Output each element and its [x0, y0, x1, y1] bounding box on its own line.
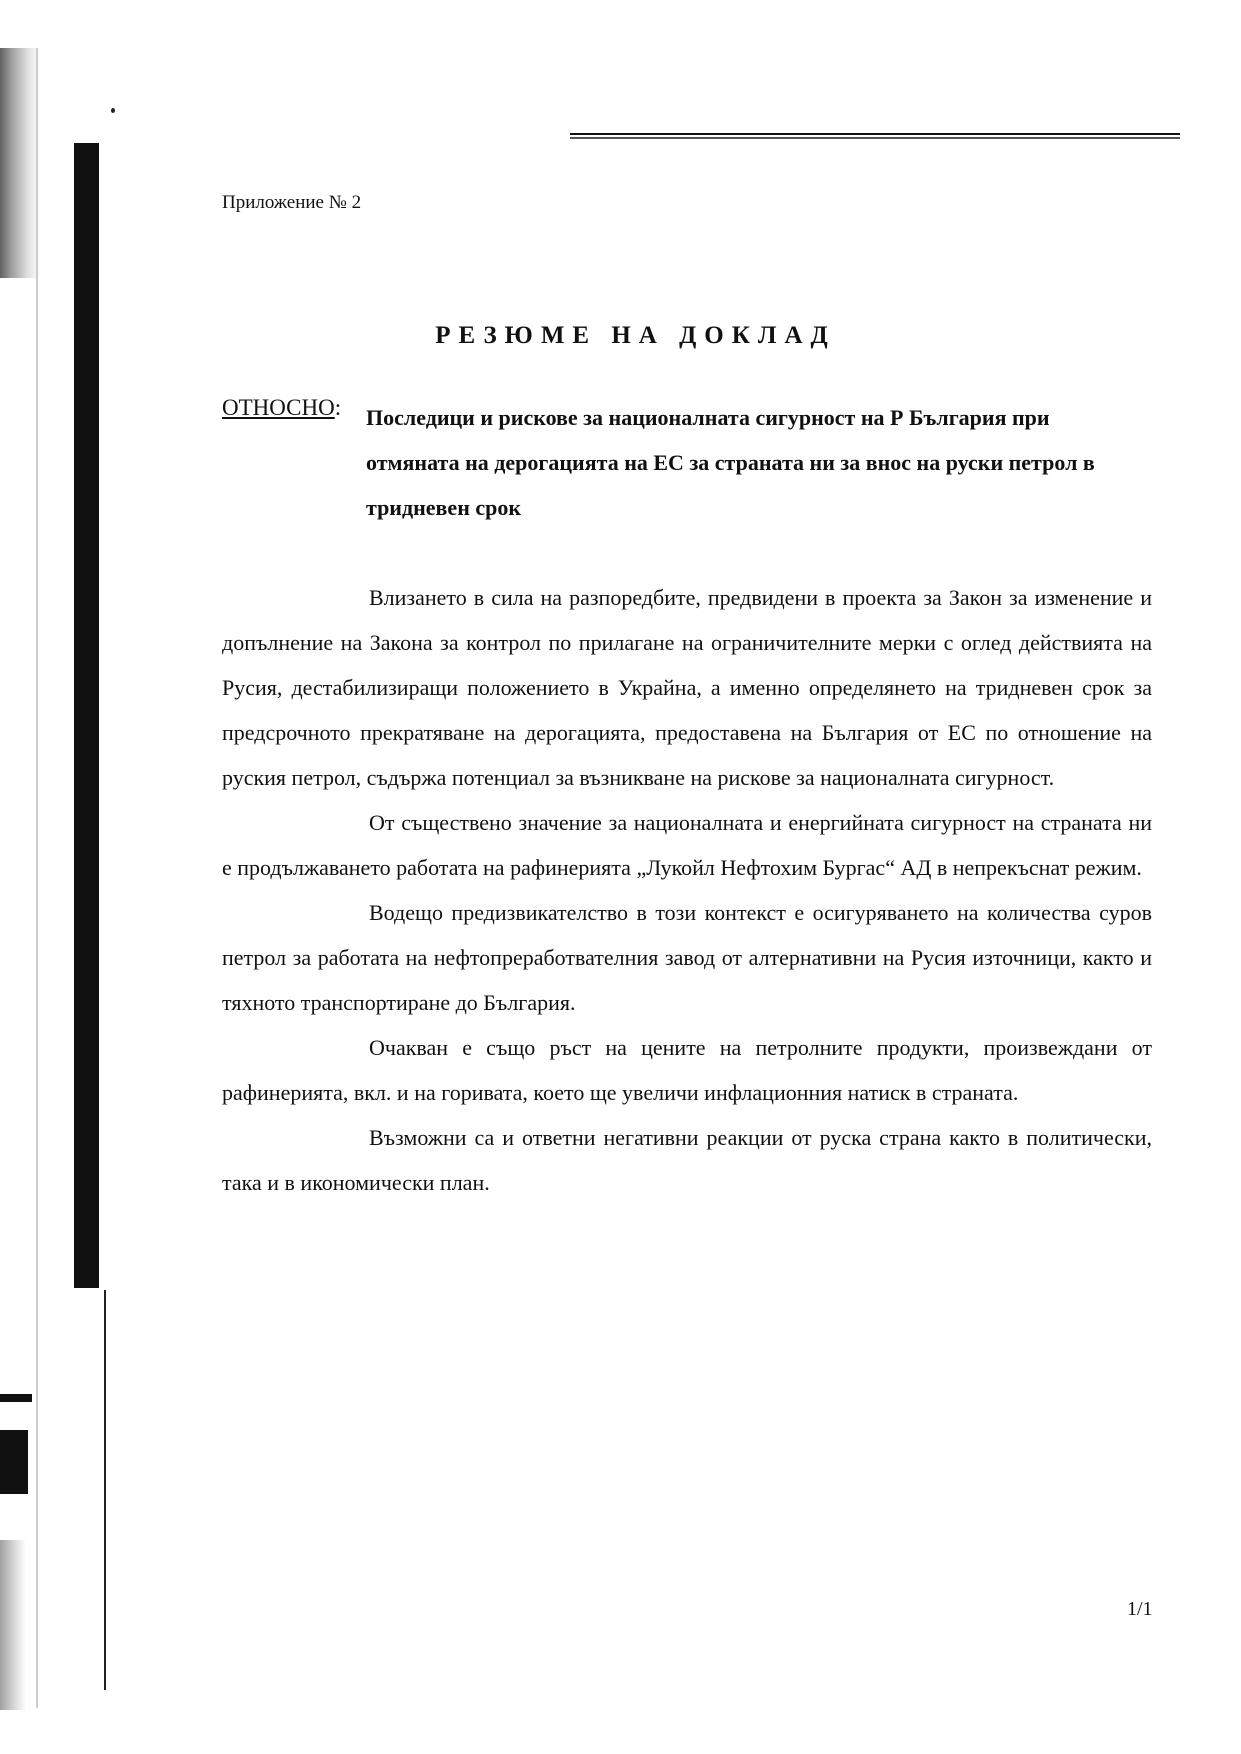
- paragraph: Влизането в сила на разпоредбите, предвидени в проекта за Закон за изменение и допълнение на Закона за контрол по прилагане на ограничителните мерки с оглед действията на Русия, дестабилизиращи положението в Украйна, а именно определянето на тридневен срок за предсрочното прекратяване на дерогацията, предоставена на България от ЕС по отношение на руския петрол, съдържа потенциал за възникване на рискове за националната сигурност.: [222, 585, 1152, 790]
- page-number: 1/1: [1127, 1598, 1153, 1620]
- paragraph: Очакван е също ръст на цените на петролните продукти, произвеждани от рафинерията, вкл. и на горивата, което ще увеличи инфлационния натиск в страната.: [222, 1035, 1152, 1105]
- binding-shadow-line: [104, 1290, 106, 1690]
- scan-edge-block: [0, 1430, 28, 1494]
- subject-label-text: ОТНОСНО: [222, 395, 335, 420]
- scan-margin-line: [36, 48, 38, 1708]
- scan-edge-mark: [0, 1394, 32, 1402]
- paragraph: От съществено значение за националната и енергийната сигурност на страната ни е продължаването работата на рафинерията „Лукойл Нефтохим Бургас“ АД в непрекъснат режим.: [222, 810, 1152, 880]
- paragraph: Водещо предизвикателство в този контекст е осигуряването на количества суров петрол за работата на нефтопреработвателния завод от алтернативни на Русия източници, както и тяхното транспортиране до България.: [222, 900, 1152, 1015]
- subject-separator: :: [334, 395, 342, 420]
- header-rule: [570, 133, 1180, 139]
- paragraph: Възможни са и ответни негативни реакции от руска страна както в политически, така и в икономически план.: [222, 1125, 1152, 1195]
- document-body: [222, 575, 1152, 1205]
- subject-text: Последици и рискове за националната сигурност на Р България при отмяната на дерогацията на ЕС за страната ни за внос на руски петрол в тридневен срок: [366, 405, 1095, 520]
- annex-label: Приложение № 2: [222, 192, 362, 213]
- document-title: РЕЗЮМЕ НА ДОКЛАД: [435, 322, 836, 349]
- scan-edge-shadow-bottom: [0, 1540, 26, 1710]
- subject-label: [222, 395, 341, 421]
- binding-shadow-bar: [74, 143, 99, 1288]
- scan-edge-shadow-top: [0, 48, 40, 278]
- scan-dot: [111, 108, 115, 113]
